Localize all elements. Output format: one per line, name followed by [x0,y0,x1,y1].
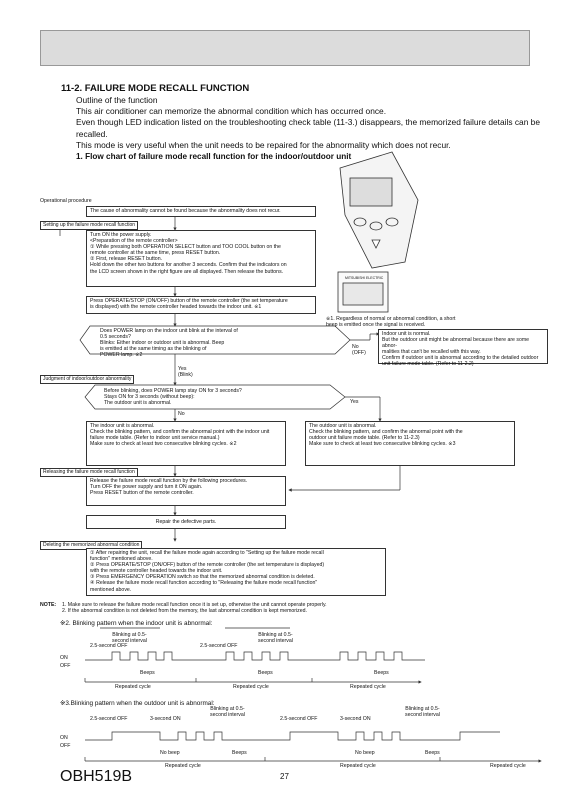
note-label: NOTE: [40,602,57,608]
judgment-label: Judgment of indoor/outdoor abnormality [40,375,134,384]
indoor-cycle-3: Repeated cycle [350,684,386,690]
indoor-beeps-3: Beeps [374,670,389,676]
model-number: OBH519B [60,768,133,785]
outdoor-cycle-3: Repeated cycle [490,763,526,769]
intro-line-4: This mode is very useful when the unit needs to be repaired for the abnormality which does not recur. [76,139,451,150]
indoor-normal-box: Indoor unit is normal. But the outdoor unit might be abnormal because there are some abnor- malities that can't be recalled with this way. Confirm if outdoor unit is abnormal according to the detailed outdoor unit failure mode table. (Refer to 11-2.2) [378,329,548,364]
indoor-beeps-1: Beeps [140,670,155,676]
outdoor-blink-label-2: Blinking at 0.5- second interval [405,706,440,719]
decision-1: Does POWER lamp on the indoor unit blink at the interval of 0.5 seconds? Blinks: Either indoor or outdoor unit is abnormal. Beep is emitted at the same timing as the blinking of POWER lamp. ※2 [100,328,238,359]
outdoor-pattern-title: ※3.Blinking pattern when the outdoor unit is abnormal: [60,700,215,707]
outdoor-waveform [85,732,540,761]
no-label: No [178,411,185,417]
outdoor-beeps-1: Beeps [232,750,247,756]
indoor-beeps-2: Beeps [258,670,273,676]
outdoor-off-label: OFF [60,743,71,749]
repair-box: Repair the defective parts. [86,515,286,529]
deleting-label: Deleting the memorized abnormal condition [40,541,142,550]
outdoor-nobeep-1: No beep [160,750,180,756]
indoor-pattern-title: ※2. Blinking pattern when the indoor unit is abnormal: [60,620,213,627]
no-off-label: No (OFF) [352,344,366,357]
releasing-box: Release the failure mode recall function by the following procedures. Turn OFF the power supply and turn it ON again. Press RESET button of the remote controller. [86,476,286,506]
outdoor-blink-label-1: Blinking at 0.5- second interval [210,706,245,719]
outdoor-on-label-2: 3-second ON [340,716,371,722]
outdoor-cycle-1: Repeated cycle [165,763,201,769]
outdoor-off-label-1: 2.5-second OFF [90,716,128,722]
outdoor-abnormal-box: The outdoor unit is abnormal. Check the blinking pattern, and confirm the abnormal point with the outdoor unit failure mode table. (Refer to 11-2.3) Make sure to check at least two consecutive blinking cycles. ※3 [305,421,515,466]
outdoor-on-label: ON [60,735,68,741]
indoor-on-label: ON [60,655,68,661]
page-number: 27 [280,772,289,781]
indoor-blink-label-1: Blinking at 0.5- second interval [112,632,147,645]
indoor-abnormal-box: The indoor unit is abnormal. Check the blinking pattern, and confirm the abnormal point with the indoor unit failure mode table. (Refer to indoor unit service manual.) Make sure to check at least two consecutive blinking cycles. ※2 [86,421,286,466]
indoor-off-label-2: 2.5-second OFF [200,643,238,649]
intro-line-2: This air conditioner can memorize the abnormal condition which has occurred once. [76,106,387,117]
outdoor-beeps-2: Beeps [425,750,440,756]
outdoor-cycle-2: Repeated cycle [340,763,376,769]
section-title: 11-2. FAILURE MODE RECALL FUNCTION [61,83,250,94]
note-1: ※1. Regardless of normal or abnormal condition, a short beep is emitted once the signal is received. [326,316,456,329]
cause-box: The cause of abnormality cannot be found because the abnormality does not recur. [86,206,316,217]
decision-2: Before blinking, does POWER lamp stay ON for 3 seconds? Stays ON for 3 seconds (without beep): The outdoor unit is abnormal. [104,388,242,407]
indoor-cycle-2: Repeated cycle [233,684,269,690]
press-operate-box: Press OPERATE/STOP (ON/OFF) button of the remote controller (the set temperature is displayed) with the remote controller headed towards the indoor unit. ※1 [86,296,316,314]
yes-label: Yes [350,399,359,405]
indoor-blink-label-2: Blinking at 0.5- second interval [258,632,293,645]
remote-brand: MITSUBISHI ELECTRIC [345,276,384,280]
indoor-cycle-1: Repeated cycle [115,684,151,690]
flow-chart-title: 1. Flow chart of failure mode recall function for the indoor/outdoor unit [76,152,352,161]
intro-line-1: Outline of the function [76,95,158,105]
remote-controller-drawing [338,152,418,312]
outdoor-off-label-2: 2.5-second OFF [280,716,318,722]
deleting-box: ① After repairing the unit, recall the failure mode again according to "Setting up the failure mode recall function" mentioned above. ② Press OPERATE/STOP (ON/OFF) button of the remote controller (the set temperature is displayed) with the remote controller headed towards the indoor unit. ③ Press EMERGENCY OPERATION switch so that the memorized abnormal condition is deleted. ④ Release the failure mode recall function according to "Releasing the failure mode recall function" mentioned above. [86,548,386,596]
setting-up-box: Turn ON the power supply. <Preparation of the remote controller> ① While pressing both OPERATION SELECT button and TOO COOL button on the remote controller at the same time, press RESET button. ② First, release RESET button. Hold down the other two buttons for another 3 seconds. Confirm that the indicators on the LCD screen shown in the right figure are all displayed. Then release the buttons. [86,230,316,287]
yes-blink-label: Yes (Blink) [178,366,193,379]
outdoor-on-label-1: 3-second ON [150,716,181,722]
indoor-off-label: OFF [60,663,71,669]
intro-line-3: Even though LED indication listed on the troubleshooting check table (11-3.) disappears, the memorized failure details can be recalled. [76,117,541,139]
outdoor-nobeep-2: No beep [355,750,375,756]
operational-procedure-label: Operational procedure [40,198,92,204]
indoor-off-label-1: 2.5-second OFF [90,643,128,649]
releasing-label: Releasing the failure mode recall function [40,468,138,477]
note-text: 1. Make sure to release the failure mode recall function once it is set up, otherwise the unit cannot operate properly. 2. If the abnormal condition is not deleted from the memory, the last abnormal condition is kept memorized. [62,602,327,615]
setting-up-label: Setting up the failure mode recall function [40,221,138,230]
